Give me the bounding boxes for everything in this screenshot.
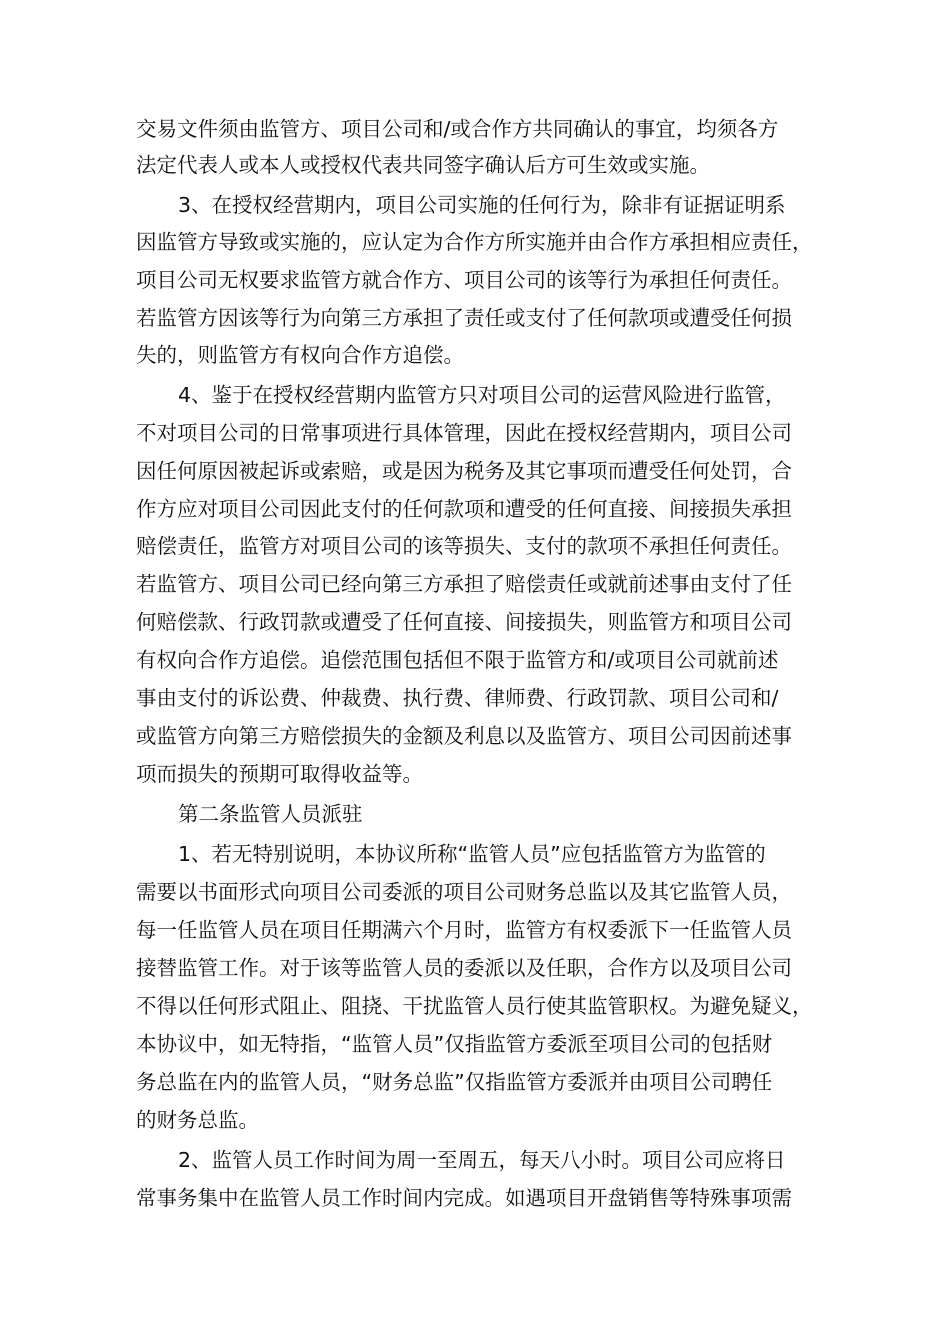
paragraph-2-start: 2、监管人员工作时间为周一至周五，每天八小时。项目公司应将日 bbox=[178, 1148, 786, 1172]
text-line: 需要以书面形式向项目公司委派的项目公司财务总监以及其它监管人员， bbox=[136, 880, 792, 904]
text-line: 交易文件须由监管方、项目公司和/或合作方共同确认的事宜，均须各方 bbox=[136, 117, 779, 141]
text-line: 项而损失的预期可取得收益等。 bbox=[136, 762, 423, 786]
text-line: 因任何原因被起诉或索赔，或是因为税务及其它事项而遭受任何处罚，合 bbox=[136, 459, 792, 483]
text-line: 或监管方向第三方赔偿损失的金额及利息以及监管方、项目公司因前述事 bbox=[136, 724, 792, 748]
text-line: 作方应对项目公司因此支付的任何款项和遭受的任何直接、间接损失承担 bbox=[136, 497, 792, 521]
paragraph-4-start: 4、鉴于在授权经营期内监管方只对项目公司的运营风险进行监管， bbox=[178, 383, 786, 407]
text-line: 赔偿责任，监管方对项目公司的该等损失、支付的款项不承担任何责任。 bbox=[136, 534, 792, 558]
text-line: 不对项目公司的日常事项进行具体管理，因此在授权经营期内，项目公司 bbox=[136, 421, 792, 445]
text-line: 务总监在内的监管人员，“财务总监”仅指监管方委派并由项目公司聘任 bbox=[136, 1070, 773, 1094]
section-heading: 第二条监管人员派驻 bbox=[178, 802, 363, 826]
text-line: 每一任监管人员在项目任期满六个月时，监管方有权委派下一任监管人员 bbox=[136, 918, 792, 942]
text-line: 若监管方、项目公司已经向第三方承担了赔偿责任或就前述事由支付了任 bbox=[136, 572, 792, 596]
text-line: 若监管方因该等行为向第三方承担了责任或支付了任何款项或遭受任何损 bbox=[136, 306, 792, 330]
text-line: 接替监管工作。对于该等监管人员的委派以及任职，合作方以及项目公司 bbox=[136, 956, 792, 980]
paragraph-3-start: 3、在授权经营期内，项目公司实施的任何行为，除非有证据证明系 bbox=[178, 193, 786, 217]
paragraph-1-start: 1、若无特别说明，本协议所称“监管人员”应包括监管方为监管的 bbox=[178, 842, 766, 866]
text-line: 本协议中，如无特指，“监管人员”仅指监管方委派至项目公司的包括财 bbox=[136, 1032, 773, 1056]
text-line: 项目公司无权要求监管方就合作方、项目公司的该等行为承担任何责任。 bbox=[136, 268, 792, 292]
text-line: 何赔偿款、行政罚款或遭受了任何直接、间接损失，则监管方和项目公司 bbox=[136, 610, 792, 634]
text-line: 的财务总监。 bbox=[136, 1108, 259, 1132]
text-line: 事由支付的诉讼费、仲裁费、执行费、律师费、行政罚款、项目公司和/ bbox=[136, 686, 779, 710]
text-line: 因监管方导致或实施的，应认定为合作方所实施并由合作方承担相应责任， bbox=[136, 230, 813, 254]
text-line: 法定代表人或本人或授权代表共同签字确认后方可生效或实施。 bbox=[136, 153, 710, 177]
text-line: 有权向合作方追偿。追偿范围包括但不限于监管方和/或项目公司就前述 bbox=[136, 648, 779, 672]
text-line: 失的，则监管方有权向合作方追偿。 bbox=[136, 343, 464, 367]
text-line: 常事务集中在监管人员工作时间内完成。如遇项目开盘销售等特殊事项需 bbox=[136, 1186, 792, 1210]
text-line: 不得以任何形式阻止、阻挠、干扰监管人员行使其监管职权。为避免疑义， bbox=[136, 994, 813, 1018]
